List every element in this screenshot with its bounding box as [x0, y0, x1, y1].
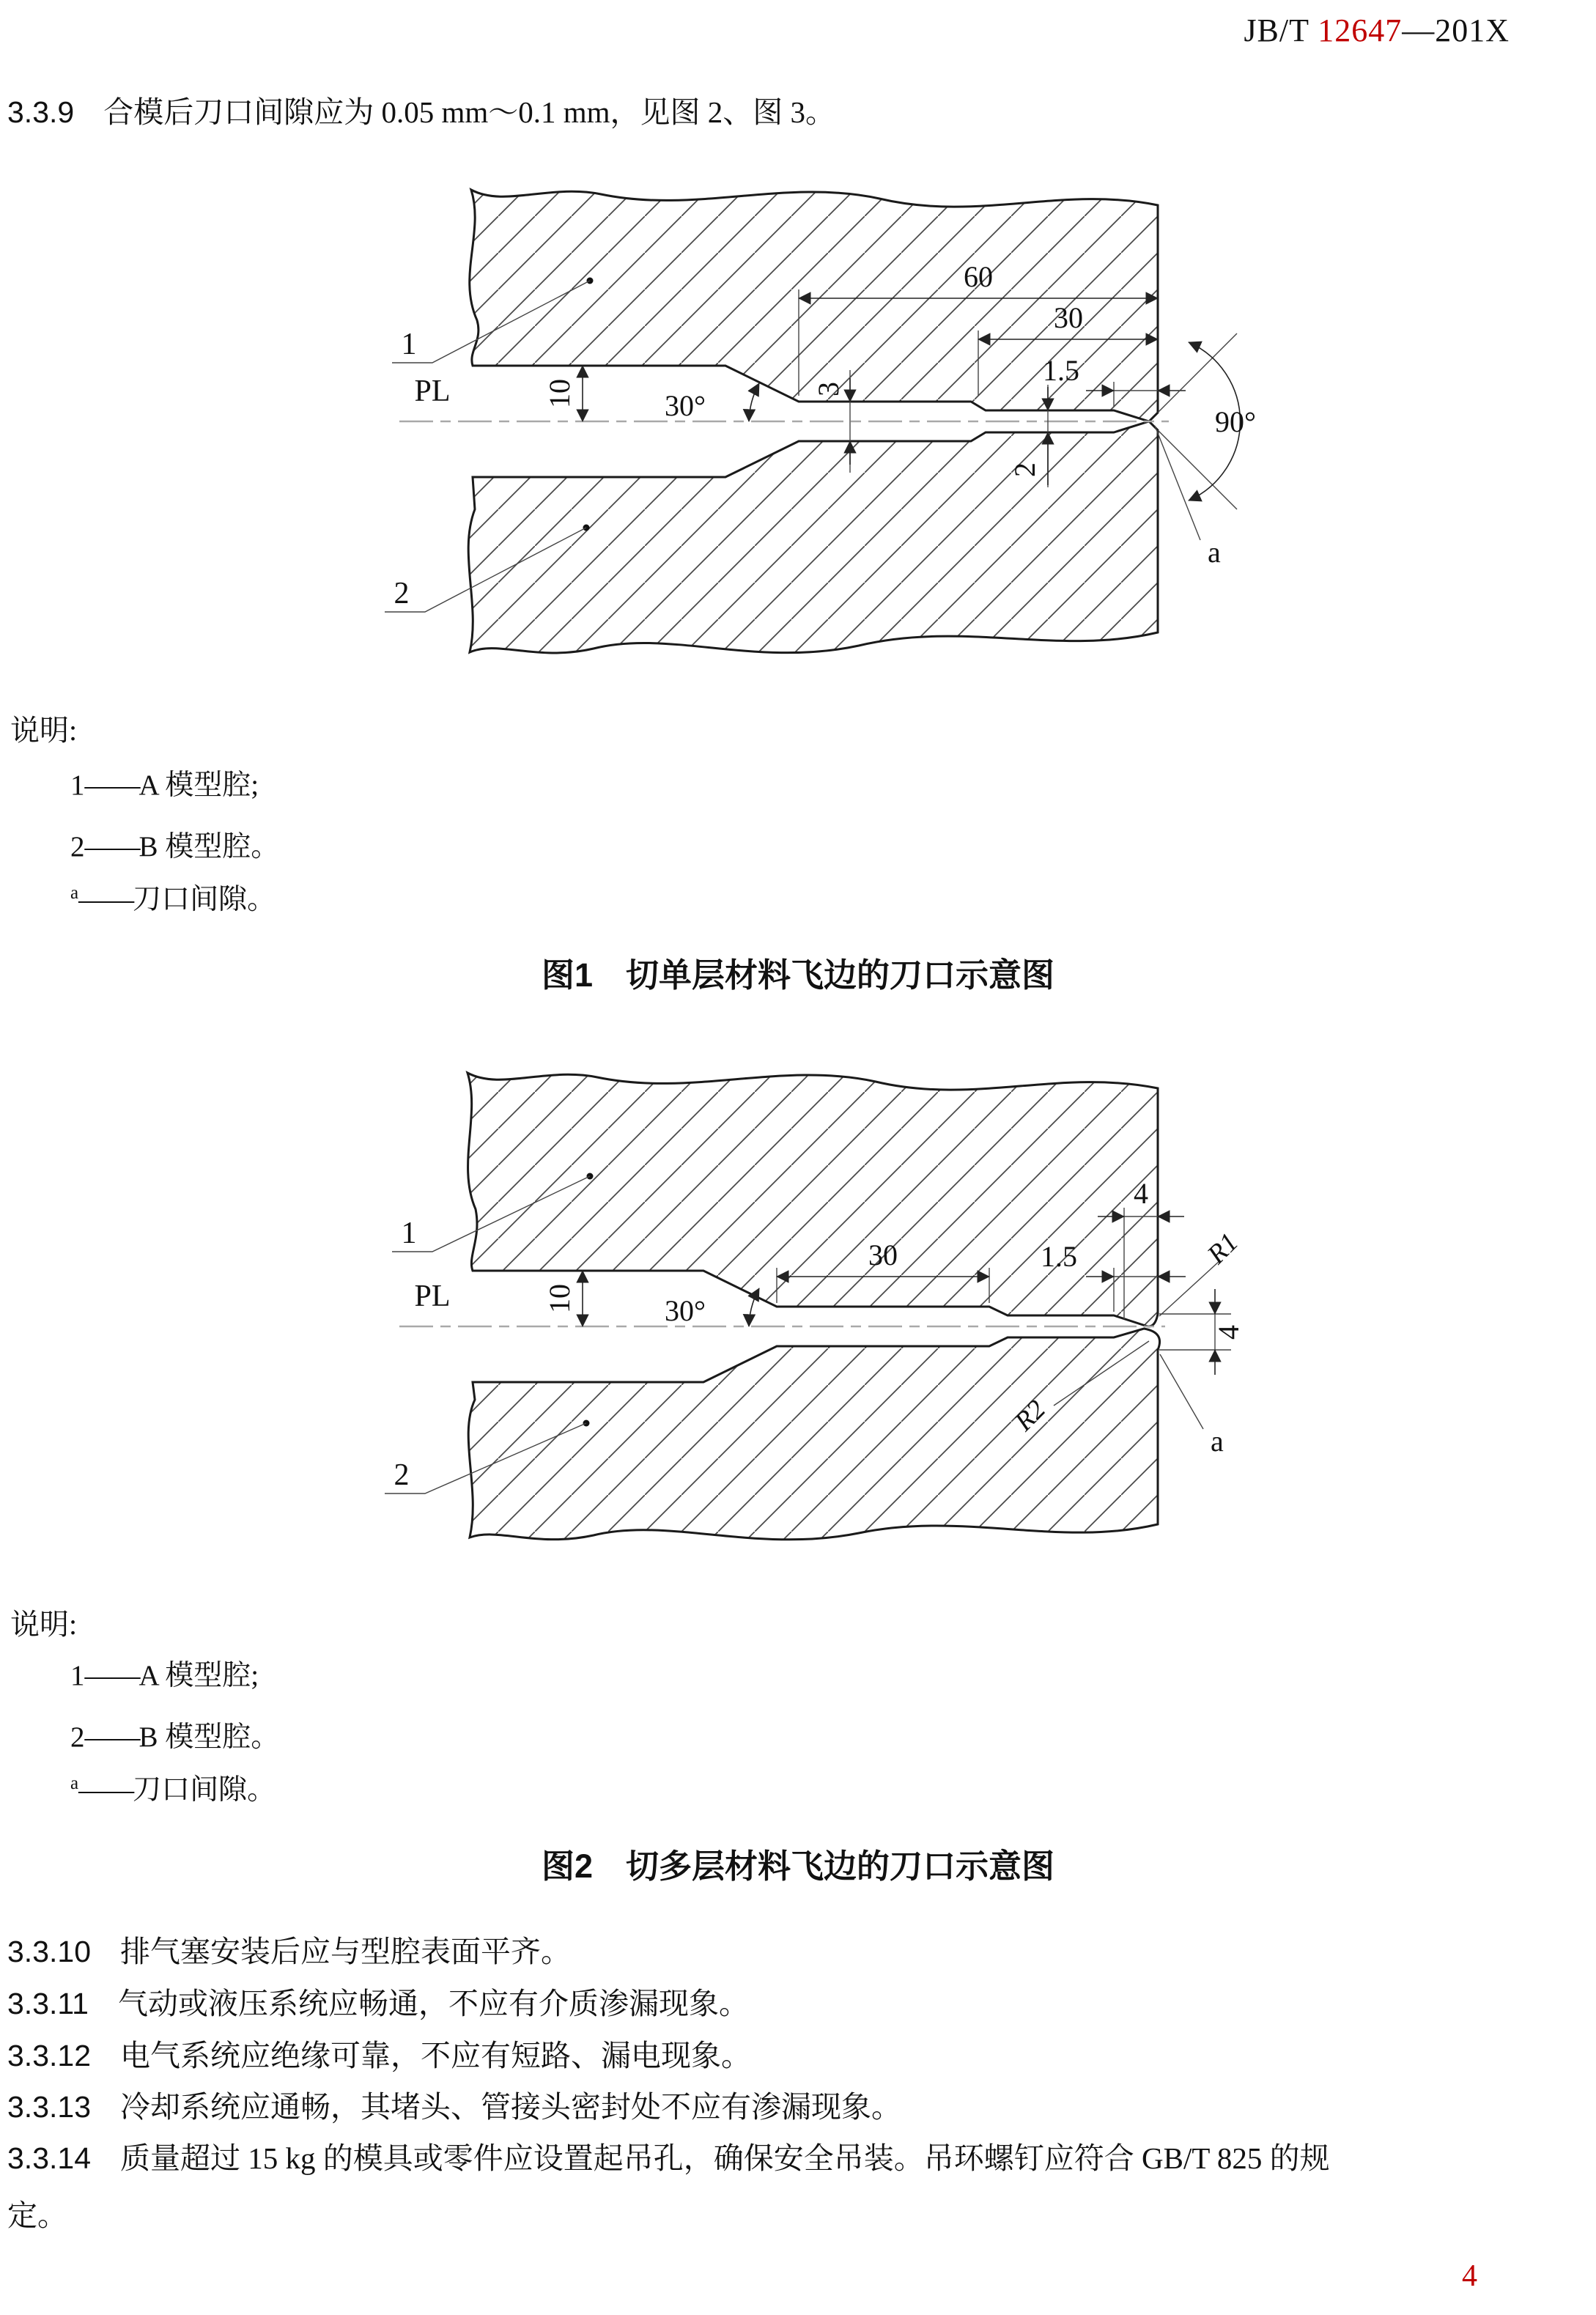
clause-text: 质量超过 15 kg 的模具或零件应设置起吊孔，确保安全吊装。吊环螺钉应符合 GB/T 825 的规 [120, 2141, 1330, 2175]
parting-line-label: PL [414, 1280, 451, 1313]
dim30-value: 30 [1054, 301, 1083, 334]
clause-number: 3.3.10 [7, 1935, 91, 1968]
part1-label: 1 [401, 328, 417, 361]
figure2-legend-item-2 [70, 1714, 279, 1755]
legend-text: B 模型腔。 [138, 1721, 280, 1753]
legend-dash: —— [84, 1660, 139, 1691]
legend-dash: —— [84, 1721, 139, 1753]
legend-text: A 模型腔; [138, 769, 259, 801]
figure1-caption: 图1 切单层材料飞边的刀口示意图 [541, 956, 1055, 994]
part2-label: 2 [394, 577, 410, 610]
figure2-caption: 图2 切多层材料飞边的刀口示意图 [541, 1847, 1055, 1885]
dim4h-value: 4 [1212, 1325, 1245, 1340]
standard-header [1244, 12, 1510, 49]
clause-3-3-13 [7, 2083, 901, 2126]
legend-dash: —— [84, 831, 139, 863]
angle30-value: 30° [665, 389, 706, 422]
figure1-legend-title: 说明: [10, 714, 78, 747]
dim60-value: 60 [964, 260, 993, 293]
figure1-drawing [315, 143, 1282, 696]
figure2-legend-item-1 [70, 1653, 259, 1694]
legend-dash: —— [78, 1774, 133, 1806]
legend-key-superscript: a [70, 883, 79, 903]
dim3-value: 3 [812, 382, 845, 396]
clause-3-3-14 [7, 2134, 1330, 2177]
clause-3-3-14-continuation: 定。 [7, 2198, 67, 2232]
clause-text: 排气塞安装后应与型腔表面平齐。 [120, 1935, 571, 1968]
clause-number: 3.3.14 [7, 2141, 91, 2175]
clause-3-3-9 [7, 88, 835, 131]
clause-text: 合模后刀口间隙应为 0.05 mm～0.1 mm，见图 2、图 3。 [103, 95, 836, 129]
legend-text: B 模型腔。 [138, 831, 280, 863]
legend-dash: —— [78, 884, 133, 915]
parting-line-label: PL [414, 374, 451, 408]
legend-dash: —— [84, 769, 139, 801]
angle90-value: 90° [1215, 405, 1256, 438]
figure1-legend-item-2 [70, 824, 279, 865]
legend-key: 1 [70, 1660, 85, 1691]
legend-key: 2 [70, 831, 85, 863]
header-prefix: JB/T [1244, 12, 1318, 48]
clause-number: 3.3.9 [7, 95, 75, 129]
dim15-value: 1.5 [1041, 1240, 1077, 1273]
clause-number: 3.3.11 [7, 1987, 89, 2020]
clause-text: 气动或液压系统应畅通，不应有介质渗漏现象。 [117, 1987, 749, 2020]
figure2-legend-item-a [70, 1767, 276, 1808]
radius-r1-label: R1 [1201, 1227, 1244, 1270]
figure1-legend-item-1 [70, 762, 259, 803]
dim2-value: 2 [1008, 462, 1041, 477]
clause-text: 冷却系统应通畅，其堵头、管接头密封处不应有渗漏现象。 [120, 2090, 901, 2124]
dim10-value: 10 [543, 1284, 576, 1313]
radius-r1-leader [1159, 1260, 1220, 1316]
clause-3-3-12 [7, 2031, 751, 2075]
header-standard-number: 12647 [1318, 12, 1403, 48]
clause-number: 3.3.12 [7, 2039, 91, 2072]
clause-number: 3.3.13 [7, 2090, 91, 2124]
dim30-value: 30 [868, 1238, 898, 1271]
dim15-value: 1.5 [1043, 354, 1079, 387]
part2-label: 2 [394, 1458, 410, 1492]
gap-a-leader [1155, 426, 1200, 540]
dim4w-value: 4 [1134, 1177, 1148, 1210]
figure2-lower-die-block [468, 1329, 1159, 1540]
dim10-value: 10 [543, 379, 576, 408]
figure1-legend-item-a [70, 876, 276, 917]
angle30-arc [749, 383, 759, 421]
gap-a-label: a [1208, 536, 1221, 569]
clause-3-3-11 [7, 1979, 749, 2023]
figure1-lower-die-block [468, 421, 1158, 653]
page-number: 4 [1462, 2259, 1477, 2293]
header-suffix: —201X [1402, 12, 1510, 48]
gap-a-label: a [1211, 1425, 1224, 1458]
legend-text: A 模型腔; [138, 1660, 259, 1691]
radius-r2-label: R2 [1008, 1394, 1052, 1437]
legend-text: 刀口间隙。 [133, 884, 276, 915]
figure2-drawing [315, 1019, 1326, 1565]
figure2-legend-title: 说明: [10, 1608, 78, 1641]
angle30-value: 30° [665, 1294, 706, 1327]
part1-label: 1 [401, 1216, 417, 1250]
clause-text: 电气系统应绝缘可靠，不应有短路、漏电现象。 [120, 2039, 751, 2072]
gap-a-leader [1160, 1354, 1203, 1429]
legend-key-superscript: a [70, 1773, 79, 1793]
legend-text: 刀口间隙。 [133, 1774, 276, 1806]
legend-key: 2 [70, 1721, 85, 1753]
clause-3-3-10 [7, 1927, 571, 1971]
legend-key: 1 [70, 769, 85, 801]
